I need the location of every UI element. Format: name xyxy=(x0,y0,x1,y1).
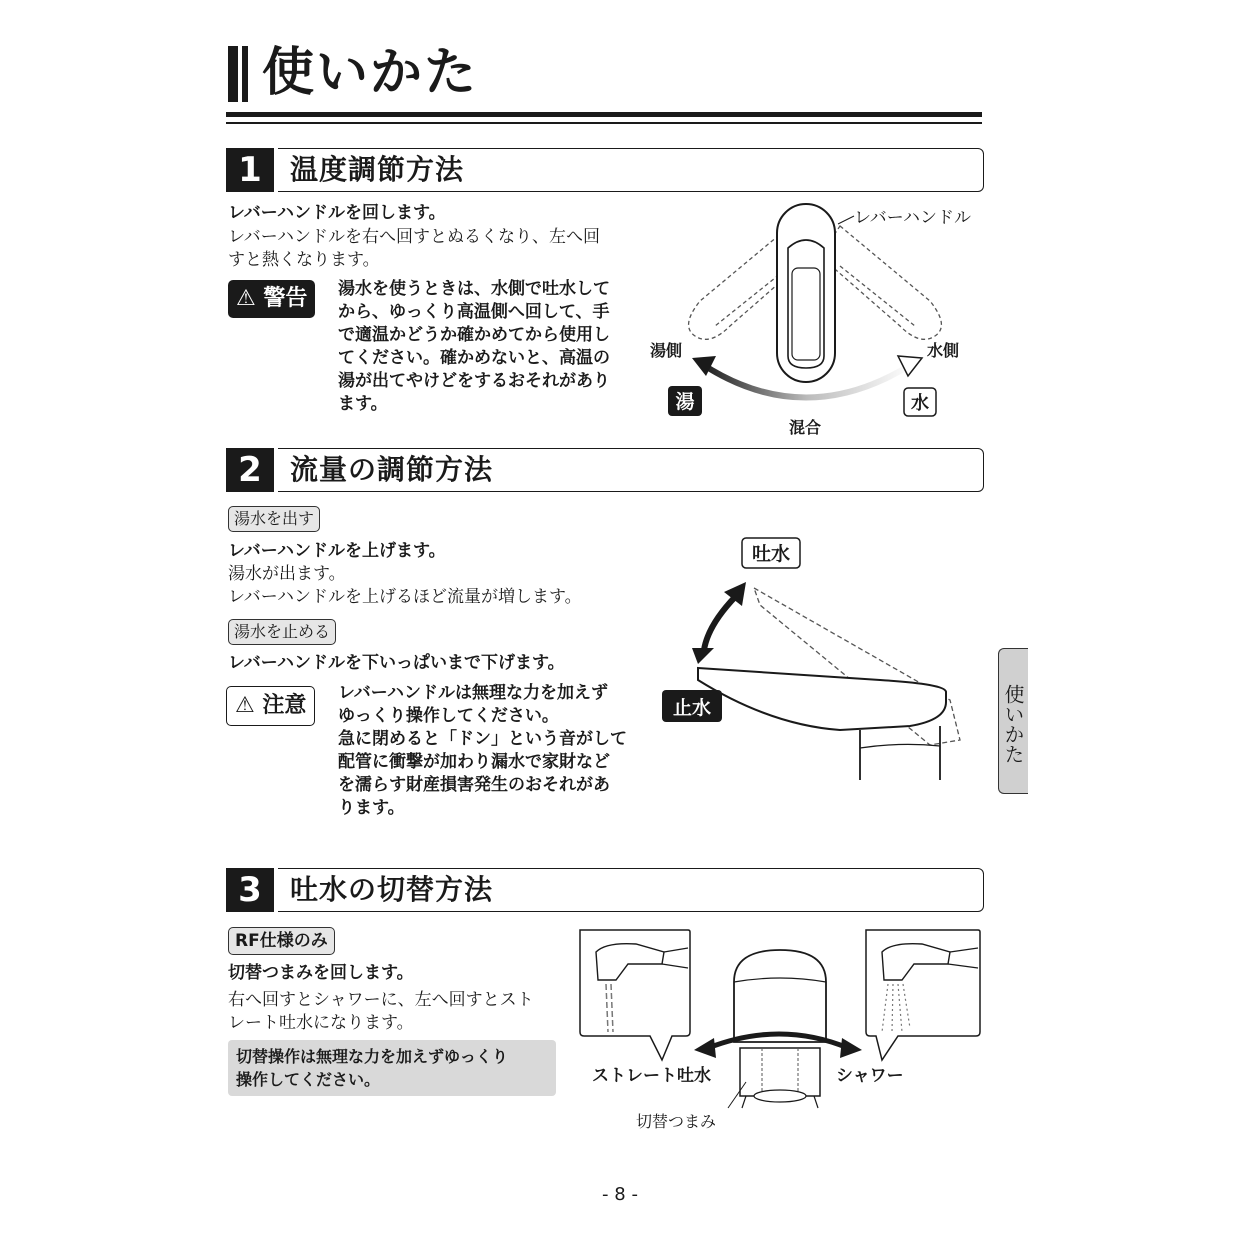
caution-label: 注意 xyxy=(262,693,307,718)
title-rule xyxy=(226,122,982,124)
lever-handle-icon xyxy=(777,204,835,382)
hot-side-label: 湯側 xyxy=(650,341,683,360)
cold-side-label: 水側 xyxy=(927,341,960,360)
hot-badge-text: 湯 xyxy=(675,391,695,413)
up-down-arc xyxy=(704,596,736,650)
page-title: 使いかた xyxy=(262,43,479,103)
leader-line xyxy=(838,216,854,224)
arrow-down-icon xyxy=(692,648,714,664)
shower-callout xyxy=(866,930,980,1060)
spout-head-icon xyxy=(734,950,826,1108)
caution-triangle-icon: ⚠ xyxy=(235,693,255,718)
section-3-body: レート吐水になります。 xyxy=(228,1013,414,1033)
warning-line: てください。確かめないと、高温の xyxy=(338,348,610,368)
section-heading: 吐水の切替方法 xyxy=(290,873,494,906)
open-body: 湯水が出ます。 xyxy=(228,564,346,584)
shower-label: シャワー xyxy=(836,1066,904,1086)
caution-badge xyxy=(226,686,315,726)
caution-line: を濡らす財産損害発生のおそれがあ xyxy=(338,775,610,795)
side-tab: 使いかた xyxy=(998,648,1028,794)
caution-line: 急に閉めると「ドン」という音がして xyxy=(338,729,627,749)
section-number: 1 xyxy=(226,148,274,192)
caution-text xyxy=(338,682,627,820)
cold-badge-text: 水 xyxy=(911,393,929,414)
section-3-lead: 切替つまみを回します。 xyxy=(228,963,414,983)
spout-switch-figure xyxy=(576,924,986,1138)
page-number: - 8 - xyxy=(602,1184,638,1205)
warning-line: 湯が出てやけどをするおそれがあり xyxy=(338,371,610,391)
lever-flow-figure xyxy=(650,530,980,790)
straight-label: ストレート吐水 xyxy=(592,1066,711,1086)
warning-line: 湯水を使うときは、水側で吐水して xyxy=(338,279,610,299)
warning-badge xyxy=(228,280,315,318)
caution-line: レバーハンドルは無理な力を加えず xyxy=(338,683,608,703)
stop-badge-text: 止水 xyxy=(672,697,712,719)
warning-line: で適温かどうか確かめてから使用し xyxy=(338,325,610,345)
section-heading: 流量の調節方法 xyxy=(290,453,494,486)
section-1-body: レバーハンドルを右へ回すとぬるくなり、左へ回 xyxy=(228,227,600,247)
warning-line: から、ゆっくり高温側へ回して、手 xyxy=(338,302,610,322)
section-1-lead: レバーハンドルを回します。 xyxy=(228,203,446,223)
note-line: 切替操作は無理な力を加えずゆっくり xyxy=(236,1047,508,1066)
lever-cold-position-outline xyxy=(820,226,941,339)
tag-open-water: 湯水を出す xyxy=(228,506,320,532)
operation-note xyxy=(228,1040,556,1096)
arrow-right-icon xyxy=(840,1038,862,1058)
section-number: 3 xyxy=(226,868,274,912)
warning-text xyxy=(338,278,610,416)
close-lead: レバーハンドルを下いっぱいまで下げます。 xyxy=(228,653,565,673)
section-number: 2 xyxy=(226,448,274,492)
straight-callout xyxy=(580,930,690,1060)
discharge-badge-text: 吐水 xyxy=(751,543,791,565)
section-1-body: すと熱くなります。 xyxy=(228,250,380,270)
faucet-body-icon xyxy=(698,668,946,780)
note-line: 操作してください。 xyxy=(236,1070,381,1089)
lever-handle-label: レバーハンドル xyxy=(854,208,971,228)
tag-stop-water: 湯水を止める xyxy=(228,619,336,645)
title-accent-bar xyxy=(228,46,238,102)
lever-rotation-figure xyxy=(640,196,990,446)
title-rule xyxy=(226,112,982,117)
caution-line: ります。 xyxy=(338,798,405,818)
warning-triangle-icon: ⚠ xyxy=(236,286,256,311)
section-3-body: 右へ回すとシャワーに、左へ回すとスト xyxy=(228,990,534,1010)
section-heading: 温度調節方法 xyxy=(290,153,465,186)
open-lead: レバーハンドルを上げます。 xyxy=(228,541,446,561)
title-accent-bar xyxy=(242,46,248,102)
mix-label: 混合 xyxy=(788,418,822,437)
knob-label: 切替つまみ xyxy=(636,1112,717,1131)
section-2-header xyxy=(226,448,984,492)
warning-line: ます。 xyxy=(338,394,388,414)
section-3-header xyxy=(226,868,984,912)
warning-label: 警告 xyxy=(263,286,308,311)
arrow-left-icon xyxy=(694,1038,716,1058)
caution-line: 配管に衝撃が加わり漏水で家財など xyxy=(338,752,610,772)
open-body: レバーハンドルを上げるほど流量が増します。 xyxy=(228,587,582,607)
tag-rf-only: RF仕様のみ xyxy=(228,927,335,955)
section-1-header xyxy=(226,148,984,192)
caution-line: ゆっくり操作してください。 xyxy=(338,706,559,726)
